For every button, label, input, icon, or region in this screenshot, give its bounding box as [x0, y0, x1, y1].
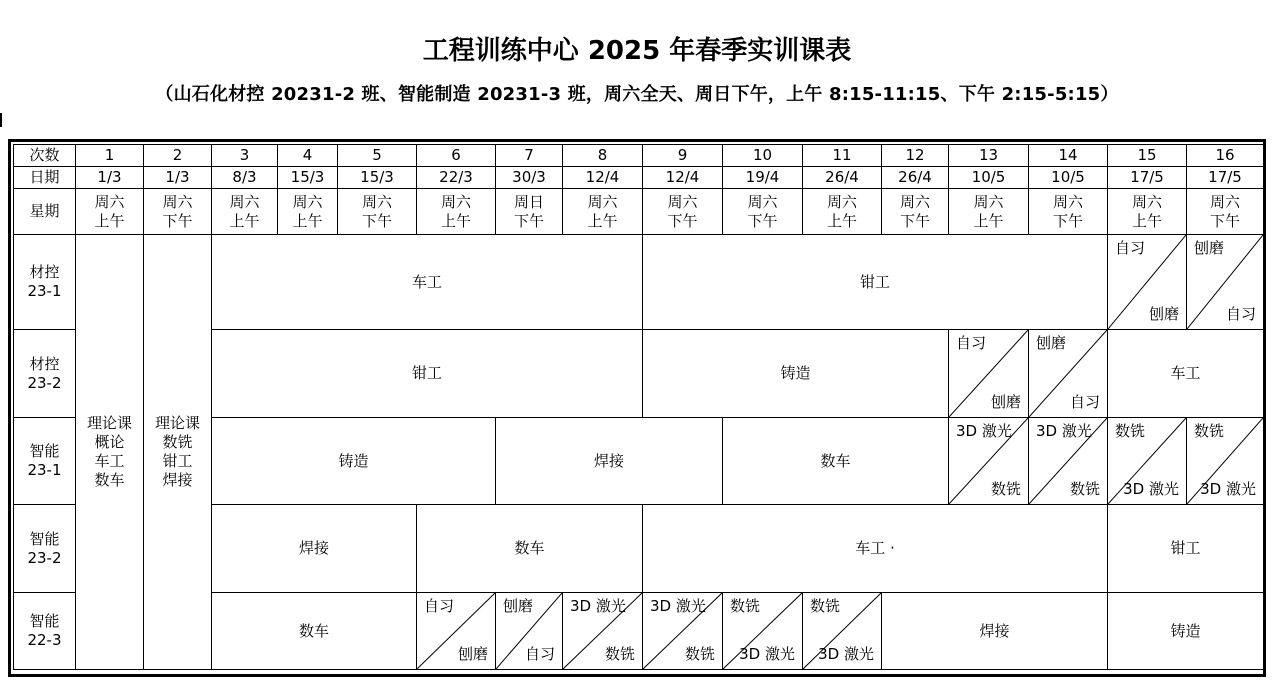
date-cell: 10/5 [949, 167, 1029, 189]
split-cell: 刨磨 自习 [496, 593, 563, 670]
split-cell: 自习 刨磨 [949, 330, 1029, 418]
date-cell: 22/3 [417, 167, 496, 189]
weekday-cell: 周六 下午 [882, 189, 949, 235]
weekday-cell: 周六 下午 [1029, 189, 1108, 235]
date-cell: 1/3 [76, 167, 144, 189]
weekday-cell: 周六 下午 [1187, 189, 1264, 235]
weekday-cell: 周六 上午 [1108, 189, 1187, 235]
date-cell: 12/4 [643, 167, 723, 189]
weekday-cell: 周六 上午 [803, 189, 882, 235]
date-cell: 10/5 [1029, 167, 1108, 189]
class-label: 智能 22-3 [14, 593, 76, 670]
split-cell: 数铣 3D 激光 [803, 593, 882, 670]
class-label: 智能 23-2 [14, 505, 76, 593]
session-cell: 9 [643, 145, 723, 167]
weekday-cell: 周六 下午 [338, 189, 417, 235]
course-cell: 车工 [212, 235, 643, 330]
course-cell: 铸造 [643, 330, 949, 418]
date-row [14, 167, 1264, 189]
class-label: 材控 23-1 [14, 235, 76, 330]
date-cell: 17/5 [1187, 167, 1264, 189]
page-title: 工程训练中心 2025 年春季实训课表 [422, 36, 852, 66]
course-cell: 数车 [417, 505, 643, 593]
course-cell: 车工 [1108, 330, 1264, 418]
session-cell: 4 [278, 145, 338, 167]
date-cell: 17/5 [1108, 167, 1187, 189]
date-cell: 15/3 [338, 167, 417, 189]
session-cell: 12 [882, 145, 949, 167]
split-cell: 3D 激光 数铣 [563, 593, 643, 670]
session-cell: 15 [1108, 145, 1187, 167]
course-cell: 铸造 [212, 418, 496, 505]
session-cell: 6 [417, 145, 496, 167]
class-row [14, 235, 1264, 330]
date-cell: 26/4 [882, 167, 949, 189]
schedule-table [13, 144, 1264, 670]
session-cell: 2 [144, 145, 212, 167]
session-cell: 3 [212, 145, 278, 167]
course-cell: 车工 · [643, 505, 1108, 593]
session-cell: 7 [496, 145, 563, 167]
date-cell: 19/4 [723, 167, 803, 189]
theory-cell: 理论课 数铣 钳工 焊接 [144, 235, 212, 670]
split-cell: 自习 刨磨 [417, 593, 496, 670]
weekday-cell: 周六 上午 [563, 189, 643, 235]
edge-mark [0, 113, 2, 127]
course-cell: 焊接 [496, 418, 723, 505]
session-cell: 13 [949, 145, 1029, 167]
split-cell: 自习 刨磨 [1108, 235, 1187, 330]
weekday-cell: 周六 下午 [643, 189, 723, 235]
split-cell: 数铣 3D 激光 [1187, 418, 1264, 505]
session-cell: 1 [76, 145, 144, 167]
date-cell: 30/3 [496, 167, 563, 189]
weekday-cell: 周六 上午 [212, 189, 278, 235]
weekday-cell: 周六 下午 [144, 189, 212, 235]
course-cell: 钳工 [1108, 505, 1264, 593]
weekday-cell: 周六 上午 [76, 189, 144, 235]
course-cell: 钳工 [212, 330, 643, 418]
session-label: 次数 [14, 145, 76, 167]
split-cell: 刨磨 自习 [1187, 235, 1264, 330]
session-cell: 10 [723, 145, 803, 167]
page-subtitle: （山石化材控 20231-2 班、智能制造 20231-3 班，周六全天、周日下午，上午 8:15-11:15、下午 2:15-5:15） [155, 84, 1119, 105]
date-cell: 1/3 [144, 167, 212, 189]
course-cell: 铸造 [1108, 593, 1264, 670]
split-cell: 数铣 3D 激光 [723, 593, 803, 670]
weekday-cell: 周六 上午 [949, 189, 1029, 235]
weekday-cell: 周六 下午 [723, 189, 803, 235]
date-cell: 8/3 [212, 167, 278, 189]
session-cell: 5 [338, 145, 417, 167]
split-cell: 3D 激光 数铣 [949, 418, 1029, 505]
date-cell: 12/4 [563, 167, 643, 189]
session-cell: 11 [803, 145, 882, 167]
weekday-cell: 周六 上午 [278, 189, 338, 235]
course-cell: 焊接 [882, 593, 1108, 670]
session-cell: 16 [1187, 145, 1264, 167]
course-cell: 钳工 [643, 235, 1108, 330]
split-cell: 3D 激光 数铣 [1029, 418, 1108, 505]
weekday-cell: 周日 下午 [496, 189, 563, 235]
course-cell: 数车 [212, 593, 417, 670]
date-cell: 26/4 [803, 167, 882, 189]
weekday-label: 星期 [14, 189, 76, 235]
session-cell: 14 [1029, 145, 1108, 167]
course-cell: 焊接 [212, 505, 417, 593]
weekday-row [14, 189, 1264, 235]
weekday-cell: 周六 上午 [417, 189, 496, 235]
date-label: 日期 [14, 167, 76, 189]
class-label: 材控 23-2 [14, 330, 76, 418]
split-cell: 数铣 3D 激光 [1108, 418, 1187, 505]
session-row [14, 145, 1264, 167]
session-cell: 8 [563, 145, 643, 167]
split-cell: 刨磨 自习 [1029, 330, 1108, 418]
date-cell: 15/3 [278, 167, 338, 189]
course-cell: 数车 [723, 418, 949, 505]
theory-cell: 理论课 概论 车工 数车 [76, 235, 144, 670]
split-cell: 3D 激光 数铣 [643, 593, 723, 670]
class-label: 智能 23-1 [14, 418, 76, 505]
